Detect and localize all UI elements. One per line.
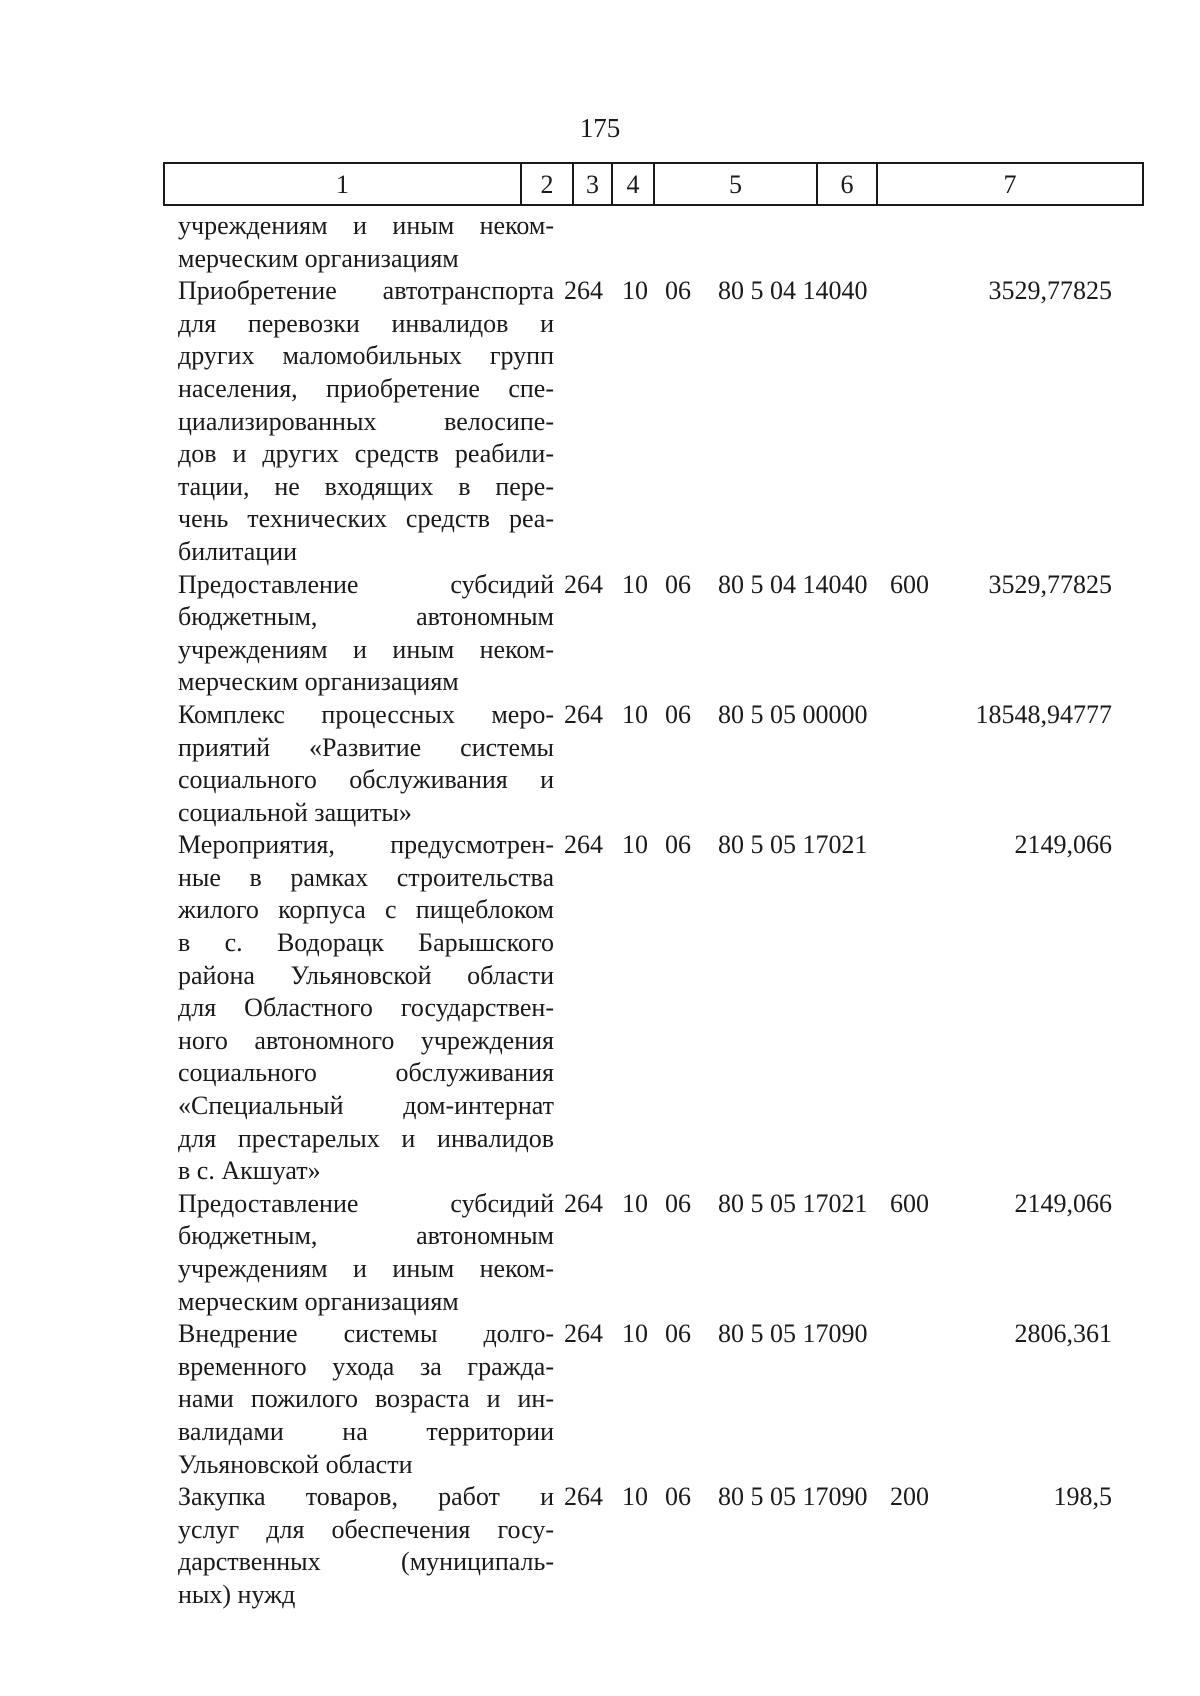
description-line: Мероприятия, предусмотрен- xyxy=(178,830,554,860)
page-number: 175 xyxy=(579,113,621,143)
code-c2: 264 xyxy=(564,276,603,306)
description-line: билитации xyxy=(178,536,297,566)
row-codes xyxy=(564,275,940,308)
code-c4: 06 xyxy=(665,1188,691,1218)
row-codes xyxy=(564,829,940,862)
header-col-2: 2 xyxy=(522,164,574,204)
description-line: мерческим организациям xyxy=(178,1286,459,1316)
row-description xyxy=(178,275,554,568)
description-line: других маломобильных групп xyxy=(178,341,554,371)
description-line: чень технических средств реа- xyxy=(178,504,554,534)
description-line: учреждениям и иным неком- xyxy=(178,634,554,664)
description-line: нами пожилого возраста и ин- xyxy=(178,1384,554,1414)
row-description xyxy=(178,1188,554,1318)
row-amount: 3529,77825 xyxy=(988,569,1112,599)
description-line: населения, приобретение спе- xyxy=(178,373,554,403)
row-amount: 2149,066 xyxy=(1014,1188,1112,1218)
table-body xyxy=(0,210,1200,1612)
description-line: бюджетным, автономным xyxy=(178,1221,554,1251)
code-c3: 10 xyxy=(622,276,648,306)
header-col-5: 5 xyxy=(655,164,818,204)
code-c4: 06 xyxy=(665,569,691,599)
header-col-4: 4 xyxy=(613,164,655,204)
code-c2: 264 xyxy=(564,699,603,729)
code-c4: 06 xyxy=(665,830,691,860)
code-c5: 80 5 05 00000 xyxy=(718,699,868,729)
description-line: социального обслуживания xyxy=(178,1058,554,1088)
description-line: Ульяновской области xyxy=(178,1449,413,1479)
row-description xyxy=(178,1481,554,1611)
code-c4: 06 xyxy=(665,276,691,306)
description-line: района Ульяновской области xyxy=(178,960,554,990)
description-line: услуг для обеспечения госу- xyxy=(178,1514,554,1544)
code-c2: 264 xyxy=(564,1482,603,1512)
code-c3: 10 xyxy=(622,830,648,860)
table-row xyxy=(0,829,1200,1188)
description-line: дов и других средств реабили- xyxy=(178,439,554,469)
code-c3: 10 xyxy=(622,1319,648,1349)
description-line: учреждениям и иным неком- xyxy=(178,1254,554,1283)
description-line: для престарелых и инвалидов xyxy=(178,1123,554,1153)
description-line: в с. Водорацк Барышского xyxy=(178,928,554,958)
code-c3: 10 xyxy=(622,569,648,599)
code-c2: 264 xyxy=(564,569,603,599)
description-line: Закупка товаров, работ и xyxy=(178,1482,554,1512)
description-line: валидами на территории xyxy=(178,1416,554,1446)
row-codes xyxy=(564,569,940,602)
table-row xyxy=(0,210,1200,275)
table-row xyxy=(0,699,1200,829)
table-header xyxy=(163,162,1144,206)
row-codes xyxy=(564,1188,940,1221)
description-line: Предоставление субсидий xyxy=(178,1188,554,1218)
row-amount: 18548,94777 xyxy=(975,699,1112,729)
row-description xyxy=(178,829,554,1188)
table-row xyxy=(0,1318,1200,1481)
description-line: бюджетным, автономным xyxy=(178,602,554,632)
table-row xyxy=(0,1481,1200,1611)
row-codes xyxy=(564,1318,940,1351)
code-c3: 10 xyxy=(622,699,648,729)
description-line: в с. Акшуат» xyxy=(178,1156,321,1186)
code-c3: 10 xyxy=(622,1482,648,1512)
code-c5: 80 5 04 14040 xyxy=(718,276,868,306)
description-line: дарственных (муниципаль- xyxy=(178,1547,554,1577)
code-c5: 80 5 04 14040 xyxy=(718,569,868,599)
description-line: мерческим организациям xyxy=(178,243,459,273)
code-c2: 264 xyxy=(564,1188,603,1218)
row-amount: 3529,77825 xyxy=(988,276,1112,306)
description-line: Предоставление субсидий xyxy=(178,569,554,599)
description-line: ных) нужд xyxy=(178,1579,296,1609)
row-description xyxy=(178,569,554,699)
row-codes xyxy=(564,210,940,243)
code-c5: 80 5 05 17090 xyxy=(718,1482,868,1512)
table-row xyxy=(0,275,1200,568)
description-line: временного ухода за гражда- xyxy=(178,1351,554,1381)
row-description xyxy=(178,210,554,275)
description-line: Внедрение системы долго- xyxy=(178,1319,554,1349)
header-col-6: 6 xyxy=(818,164,878,204)
description-line: жилого корпуса с пищеблоком xyxy=(178,895,554,925)
code-c3: 10 xyxy=(622,1188,648,1218)
description-line: «Специальный дом-интернат xyxy=(178,1091,554,1121)
description-line: для перевозки инвалидов и xyxy=(178,308,554,338)
code-c6: 200 xyxy=(890,1482,929,1512)
description-line: приятий «Развитие системы xyxy=(178,732,554,762)
description-line: Комплекс процессных меро- xyxy=(178,699,554,729)
code-c6: 600 xyxy=(890,1188,929,1218)
description-line: Приобретение автотранспорта xyxy=(178,276,554,306)
code-c4: 06 xyxy=(665,1319,691,1349)
header-col-7: 7 xyxy=(1003,170,1017,199)
table-row xyxy=(0,1188,1200,1318)
description-line: для Областного государствен- xyxy=(178,993,554,1023)
code-c4: 06 xyxy=(665,699,691,729)
description-line: ного автономного учреждения xyxy=(178,1025,554,1055)
row-amount: 2806,361 xyxy=(1014,1319,1112,1349)
description-line: мерческим организациям xyxy=(178,667,459,697)
description-line: ные в рамках строительства xyxy=(178,862,554,892)
description-line: социального обслуживания и xyxy=(178,765,554,795)
description-line: циализированных велосипе- xyxy=(178,406,554,436)
row-codes xyxy=(564,699,940,732)
code-c5: 80 5 05 17090 xyxy=(718,1319,868,1349)
table-row xyxy=(0,569,1200,699)
header-col-3: 3 xyxy=(574,164,613,204)
row-description xyxy=(178,699,554,829)
code-c5: 80 5 05 17021 xyxy=(718,830,868,860)
code-c5: 80 5 05 17021 xyxy=(718,1188,868,1218)
description-line: тации, не входящих в пере- xyxy=(178,471,554,501)
description-line: учреждениям и иным неком- xyxy=(178,211,554,240)
row-codes xyxy=(564,1481,940,1514)
row-amount: 2149,066 xyxy=(1014,830,1112,860)
description-line: социальной защиты» xyxy=(178,797,412,827)
row-amount: 198,5 xyxy=(1053,1482,1112,1512)
row-description xyxy=(178,1318,554,1481)
code-c2: 264 xyxy=(564,1319,603,1349)
code-c4: 06 xyxy=(665,1482,691,1512)
code-c2: 264 xyxy=(564,830,603,860)
header-col-1: 1 xyxy=(165,164,522,204)
code-c6: 600 xyxy=(890,569,929,599)
